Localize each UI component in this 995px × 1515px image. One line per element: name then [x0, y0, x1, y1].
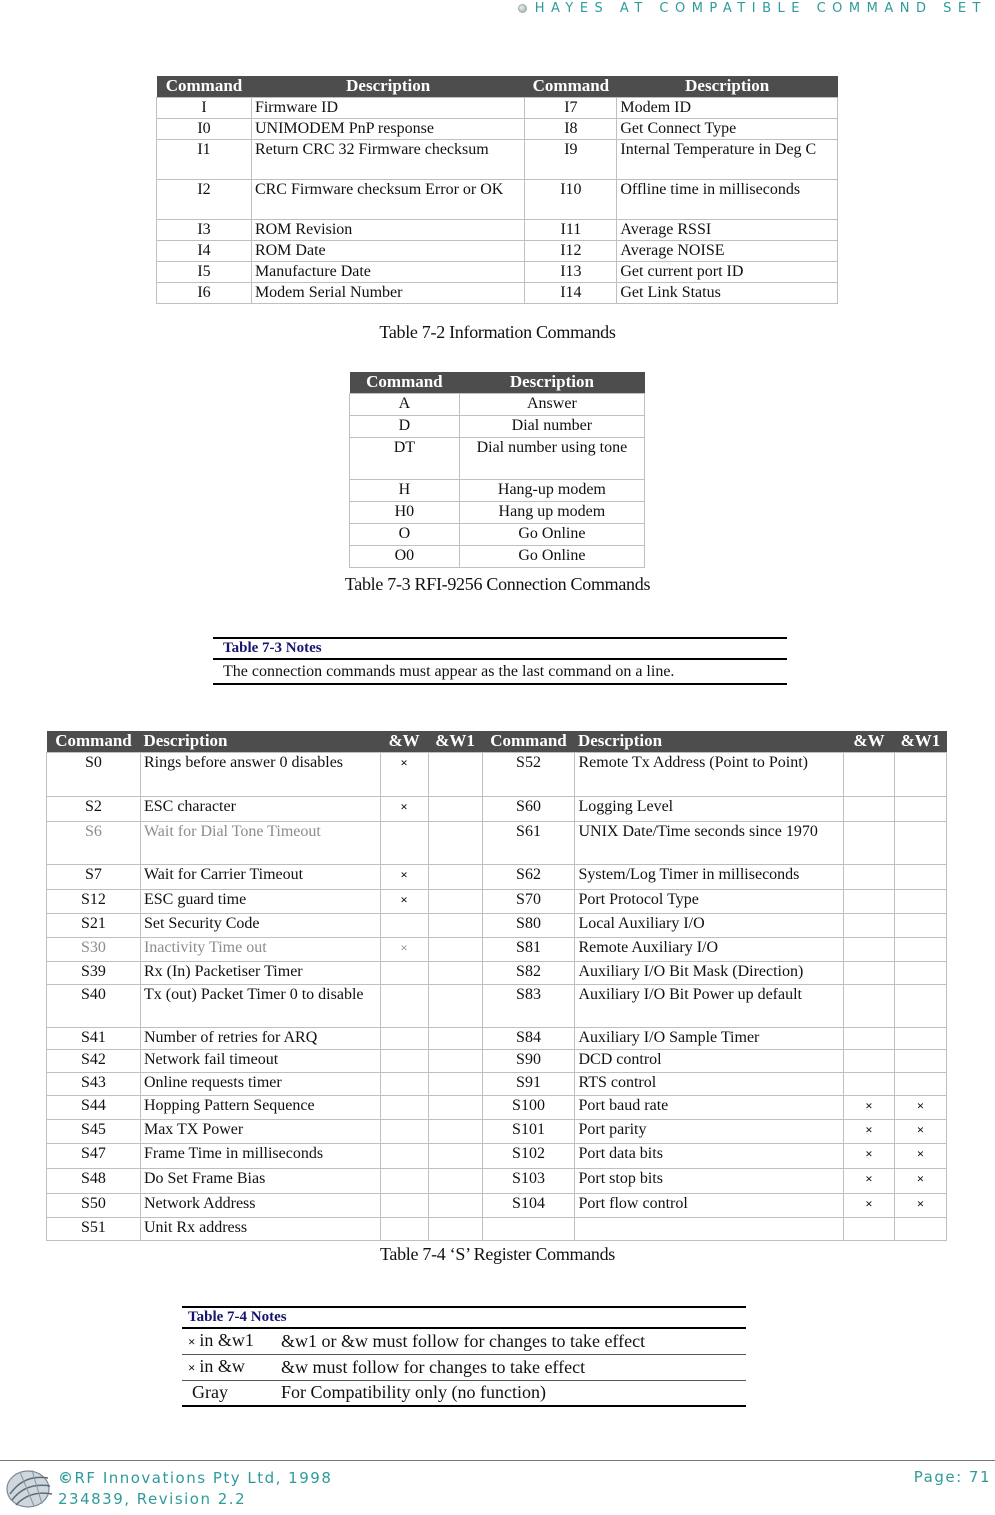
description-cell: Network fail timeout: [140, 1049, 380, 1072]
notes-key: Gray: [192, 1381, 228, 1402]
description-cell: Offline time in milliseconds: [617, 179, 838, 219]
col-header: Command: [157, 76, 252, 97]
command-cell: S41: [47, 1027, 141, 1049]
command-cell: O0: [350, 545, 460, 567]
w-mark-cell: [844, 1072, 895, 1095]
table-row: [157, 118, 838, 139]
description-cell: Frame Time in milliseconds: [140, 1143, 380, 1168]
description-cell: Rings before answer 0 disables: [140, 752, 380, 796]
w1-mark-cell: [428, 889, 482, 913]
col-header: &W: [844, 731, 895, 752]
command-cell: S81: [482, 937, 575, 961]
col-header: &W: [380, 731, 428, 752]
col-header: Description: [617, 76, 838, 97]
footer-left: [58, 1468, 332, 1510]
col-header: Command: [482, 731, 575, 752]
description-cell: Get Connect Type: [617, 118, 838, 139]
w-mark-cell: ×: [380, 937, 428, 961]
w-mark-cell: ×: [844, 1095, 895, 1119]
command-cell: S40: [47, 984, 141, 1027]
cross-mark-icon: ×: [188, 1334, 196, 1350]
description-cell: Hopping Pattern Sequence: [140, 1095, 380, 1119]
table-row: [47, 961, 947, 984]
table-row: [157, 219, 838, 240]
command-cell: S82: [482, 961, 575, 984]
footer-doc: 234839, Revision 2.2: [58, 1490, 247, 1508]
description-cell: Get Link Status: [617, 282, 838, 303]
w1-mark-cell: [428, 864, 482, 889]
description-cell: Unit Rx address: [140, 1217, 380, 1240]
notes-title: Table 7-3 Notes: [213, 638, 787, 659]
w1-mark-cell: [428, 1168, 482, 1193]
description-cell: ESC character: [140, 796, 380, 821]
description-cell: Answer: [459, 393, 644, 415]
w-mark-cell: ×: [844, 1168, 895, 1193]
command-cell: D: [350, 415, 460, 437]
command-cell: S7: [47, 864, 141, 889]
connection-commands-table: [349, 372, 645, 568]
command-cell: I0: [157, 118, 252, 139]
w-mark-cell: [844, 913, 895, 937]
description-cell: Online requests timer: [140, 1072, 380, 1095]
w1-mark-cell: [894, 864, 946, 889]
w-mark-cell: [844, 1027, 895, 1049]
notes-title: Table 7-4 Notes: [182, 1307, 746, 1328]
description-cell: UNIX Date/Time seconds since 1970: [575, 821, 844, 864]
table-row: [47, 937, 947, 961]
description-cell: ROM Revision: [251, 219, 524, 240]
command-cell: S100: [482, 1095, 575, 1119]
table-row: [157, 179, 838, 219]
w-mark-cell: ×: [380, 864, 428, 889]
table-caption: Table 7-4 ‘S’ Register Commands: [379, 1244, 616, 1264]
command-cell: I12: [525, 240, 617, 261]
description-cell: Logging Level: [575, 796, 844, 821]
w1-mark-cell: [894, 889, 946, 913]
description-cell: Hang up modem: [459, 501, 644, 523]
command-cell: I8: [525, 118, 617, 139]
notes-row: [182, 1328, 746, 1354]
w1-mark-cell: [428, 1119, 482, 1143]
description-cell: Auxiliary I/O Bit Power up default: [575, 984, 844, 1027]
description-cell: Do Set Frame Bias: [140, 1168, 380, 1193]
table-row: [47, 1143, 947, 1168]
command-cell: S103: [482, 1168, 575, 1193]
command-cell: S90: [482, 1049, 575, 1072]
description-cell: UNIMODEM PnP response: [251, 118, 524, 139]
notes-key-cell: [182, 1354, 275, 1380]
command-cell: S2: [47, 796, 141, 821]
command-cell: S42: [47, 1049, 141, 1072]
command-cell: I9: [525, 139, 617, 179]
w-mark-cell: ×: [380, 752, 428, 796]
command-cell: S52: [482, 752, 575, 796]
table-row: [47, 984, 947, 1027]
w-mark-cell: ×: [380, 796, 428, 821]
table-row: [350, 437, 645, 479]
command-cell: I7: [525, 97, 617, 118]
command-cell: I2: [157, 179, 252, 219]
command-cell: S60: [482, 796, 575, 821]
w-mark-cell: ×: [380, 889, 428, 913]
w1-mark-cell: [894, 961, 946, 984]
description-cell: Number of retries for ARQ: [140, 1027, 380, 1049]
description-cell: Modem ID: [617, 97, 838, 118]
table-row: [47, 1193, 947, 1217]
w-mark-cell: [380, 821, 428, 864]
table-row: [47, 752, 947, 796]
table-row: [47, 889, 947, 913]
w-mark-cell: [380, 1095, 428, 1119]
w1-mark-cell: [894, 937, 946, 961]
copyright-symbol: ©: [58, 1469, 75, 1487]
description-cell: CRC Firmware checksum Error or OK: [251, 179, 524, 219]
w-mark-cell: [844, 752, 895, 796]
command-cell: I3: [157, 219, 252, 240]
w-mark-cell: [380, 1143, 428, 1168]
description-cell: Return CRC 32 Firmware checksum: [251, 139, 524, 179]
table-row: [47, 796, 947, 821]
table-row: [350, 545, 645, 567]
w-mark-cell: [844, 961, 895, 984]
command-cell: O: [350, 523, 460, 545]
col-header: &W1: [894, 731, 946, 752]
w-mark-cell: [380, 1049, 428, 1072]
w-mark-cell: [380, 1119, 428, 1143]
table-row: [47, 1072, 947, 1095]
command-cell: I11: [525, 219, 617, 240]
notes-text: The connection commands must appear as the last command on a line.: [213, 659, 787, 684]
col-header: &W1: [428, 731, 482, 752]
w-mark-cell: [844, 937, 895, 961]
notes-key-cell: [182, 1328, 275, 1354]
w1-mark-cell: [894, 796, 946, 821]
col-header: Command: [525, 76, 617, 97]
command-cell: S61: [482, 821, 575, 864]
w-mark-cell: [380, 1168, 428, 1193]
description-cell: Average NOISE: [617, 240, 838, 261]
w1-mark-cell: [428, 796, 482, 821]
w1-mark-cell: [428, 1072, 482, 1095]
w1-mark-cell: [894, 913, 946, 937]
w-mark-cell: [380, 1027, 428, 1049]
s-register-notes: [182, 1306, 746, 1407]
table-caption: Table 7-2 Information Commands: [379, 322, 616, 342]
description-cell: Remote Auxiliary I/O: [575, 937, 844, 961]
description-cell: Rx (In) Packetiser Timer: [140, 961, 380, 984]
w-mark-cell: ×: [844, 1119, 895, 1143]
notes-row: [182, 1380, 746, 1406]
command-cell: I10: [525, 179, 617, 219]
description-cell: Get current port ID: [617, 261, 838, 282]
description-cell: ESC guard time: [140, 889, 380, 913]
description-cell: RTS control: [575, 1072, 844, 1095]
table-row: [350, 415, 645, 437]
command-cell: H: [350, 479, 460, 501]
w1-mark-cell: ×: [894, 1168, 946, 1193]
page-number: Page: 71: [913, 1468, 991, 1486]
col-header: Description: [459, 372, 644, 393]
w-mark-cell: [844, 821, 895, 864]
header-title: HAYES AT COMPATIBLE COMMAND SET: [534, 0, 987, 16]
description-cell: ROM Date: [251, 240, 524, 261]
w-mark-cell: [380, 1193, 428, 1217]
command-cell: S43: [47, 1072, 141, 1095]
table-row: [157, 282, 838, 303]
w1-mark-cell: ×: [894, 1095, 946, 1119]
footer-divider: [0, 1460, 995, 1461]
w1-mark-cell: [428, 1217, 482, 1240]
command-cell: S44: [47, 1095, 141, 1119]
w1-mark-cell: ×: [894, 1119, 946, 1143]
table-row: [350, 479, 645, 501]
description-cell: Port stop bits: [575, 1168, 844, 1193]
command-cell: S91: [482, 1072, 575, 1095]
description-cell: Auxiliary I/O Bit Mask (Direction): [575, 961, 844, 984]
description-cell: Remote Tx Address (Point to Point): [575, 752, 844, 796]
description-cell: DCD control: [575, 1049, 844, 1072]
description-cell: Set Security Code: [140, 913, 380, 937]
table-row: [47, 1049, 947, 1072]
command-cell: S30: [47, 937, 141, 961]
w-mark-cell: [380, 961, 428, 984]
table-row: [47, 1095, 947, 1119]
command-cell: S6: [47, 821, 141, 864]
command-cell: S50: [47, 1193, 141, 1217]
table-row: [47, 1217, 947, 1240]
w1-mark-cell: ×: [894, 1143, 946, 1168]
description-cell: Inactivity Time out: [140, 937, 380, 961]
command-cell: S45: [47, 1119, 141, 1143]
description-cell: Firmware ID: [251, 97, 524, 118]
w-mark-cell: [844, 984, 895, 1027]
w1-mark-cell: [894, 752, 946, 796]
table-row: [157, 139, 838, 179]
w-mark-cell: [844, 889, 895, 913]
w1-mark-cell: [894, 1027, 946, 1049]
description-cell: Port flow control: [575, 1193, 844, 1217]
description-cell: Dial number using tone: [459, 437, 644, 479]
w1-mark-cell: ×: [894, 1193, 946, 1217]
w1-mark-cell: [428, 1027, 482, 1049]
description-cell: Auxiliary I/O Sample Timer: [575, 1027, 844, 1049]
command-cell: S84: [482, 1027, 575, 1049]
command-cell: S70: [482, 889, 575, 913]
table-row: [157, 97, 838, 118]
w-mark-cell: [844, 1217, 895, 1240]
information-commands-table: [156, 76, 838, 304]
notes-text: &w1 or &w must follow for changes to take effect: [275, 1328, 746, 1354]
description-cell: Wait for Carrier Timeout: [140, 864, 380, 889]
description-cell: Max TX Power: [140, 1119, 380, 1143]
w1-mark-cell: [428, 1143, 482, 1168]
description-cell: Average RSSI: [617, 219, 838, 240]
description-cell: Internal Temperature in Deg C: [617, 139, 838, 179]
command-cell: [482, 1217, 575, 1240]
notes-key: in &w: [199, 1356, 245, 1376]
w1-mark-cell: [894, 984, 946, 1027]
table-row: [157, 240, 838, 261]
description-cell: [575, 1217, 844, 1240]
command-cell: S83: [482, 984, 575, 1027]
description-cell: Port parity: [575, 1119, 844, 1143]
description-cell: Go Online: [459, 545, 644, 567]
description-cell: Dial number: [459, 415, 644, 437]
table-row: [47, 864, 947, 889]
cross-mark-icon: ×: [188, 1360, 196, 1375]
table-row: [47, 1168, 947, 1193]
connection-notes: [213, 637, 787, 685]
command-cell: S62: [482, 864, 575, 889]
w1-mark-cell: [428, 752, 482, 796]
command-cell: I4: [157, 240, 252, 261]
table-row: [47, 821, 947, 864]
w1-mark-cell: [894, 1049, 946, 1072]
notes-key: in &w1: [199, 1330, 254, 1351]
w-mark-cell: [844, 796, 895, 821]
command-cell: S12: [47, 889, 141, 913]
command-cell: S101: [482, 1119, 575, 1143]
page-header: [518, 0, 987, 16]
description-cell: Port Protocol Type: [575, 889, 844, 913]
command-cell: S0: [47, 752, 141, 796]
table-row: [350, 501, 645, 523]
col-header: Command: [350, 372, 460, 393]
notes-text: &w must follow for changes to take effect: [275, 1354, 746, 1380]
command-cell: S80: [482, 913, 575, 937]
bullet-icon: [518, 4, 527, 13]
command-cell: I13: [525, 261, 617, 282]
notes-text: For Compatibility only (no function): [275, 1380, 746, 1406]
footer-company: RF Innovations Pty Ltd, 1998: [74, 1469, 333, 1487]
table-row: [47, 913, 947, 937]
command-cell: I6: [157, 282, 252, 303]
command-cell: S104: [482, 1193, 575, 1217]
command-cell: S51: [47, 1217, 141, 1240]
description-cell: Manufacture Date: [251, 261, 524, 282]
table-row: [157, 261, 838, 282]
w1-mark-cell: [428, 913, 482, 937]
description-cell: System/Log Timer in milliseconds: [575, 864, 844, 889]
rf-innovations-logo-icon: [4, 1464, 56, 1510]
w1-mark-cell: [428, 821, 482, 864]
command-cell: I: [157, 97, 252, 118]
w1-mark-cell: [428, 1095, 482, 1119]
description-cell: Tx (out) Packet Timer 0 to disable: [140, 984, 380, 1027]
w-mark-cell: [380, 1072, 428, 1095]
command-cell: S47: [47, 1143, 141, 1168]
notes-key-cell: [182, 1380, 275, 1406]
w-mark-cell: [380, 1217, 428, 1240]
command-cell: S21: [47, 913, 141, 937]
s-register-table: [46, 731, 947, 1241]
w1-mark-cell: [894, 1072, 946, 1095]
w-mark-cell: [844, 864, 895, 889]
command-cell: I1: [157, 139, 252, 179]
command-cell: S48: [47, 1168, 141, 1193]
col-header: Description: [575, 731, 844, 752]
command-cell: DT: [350, 437, 460, 479]
w-mark-cell: [380, 984, 428, 1027]
description-cell: Go Online: [459, 523, 644, 545]
w-mark-cell: ×: [844, 1143, 895, 1168]
col-header: Description: [251, 76, 524, 97]
description-cell: Local Auxiliary I/O: [575, 913, 844, 937]
table-row: [350, 523, 645, 545]
description-cell: Port baud rate: [575, 1095, 844, 1119]
w-mark-cell: [844, 1049, 895, 1072]
w1-mark-cell: [428, 1193, 482, 1217]
notes-row: [182, 1354, 746, 1380]
description-cell: Hang-up modem: [459, 479, 644, 501]
w1-mark-cell: [428, 961, 482, 984]
command-cell: S102: [482, 1143, 575, 1168]
w1-mark-cell: [428, 1049, 482, 1072]
w-mark-cell: [380, 913, 428, 937]
w1-mark-cell: [428, 984, 482, 1027]
w1-mark-cell: [894, 821, 946, 864]
w1-mark-cell: [894, 1217, 946, 1240]
w1-mark-cell: [428, 937, 482, 961]
description-cell: Network Address: [140, 1193, 380, 1217]
col-header: Command: [47, 731, 141, 752]
command-cell: H0: [350, 501, 460, 523]
description-cell: Modem Serial Number: [251, 282, 524, 303]
command-cell: S39: [47, 961, 141, 984]
command-cell: I5: [157, 261, 252, 282]
table-caption: Table 7-3 RFI-9256 Connection Commands: [344, 574, 651, 594]
command-cell: A: [350, 393, 460, 415]
table-row: [47, 1027, 947, 1049]
description-cell: Wait for Dial Tone Timeout: [140, 821, 380, 864]
w-mark-cell: ×: [844, 1193, 895, 1217]
command-cell: I14: [525, 282, 617, 303]
table-row: [350, 393, 645, 415]
table-row: [47, 1119, 947, 1143]
description-cell: Port data bits: [575, 1143, 844, 1168]
col-header: Description: [140, 731, 380, 752]
